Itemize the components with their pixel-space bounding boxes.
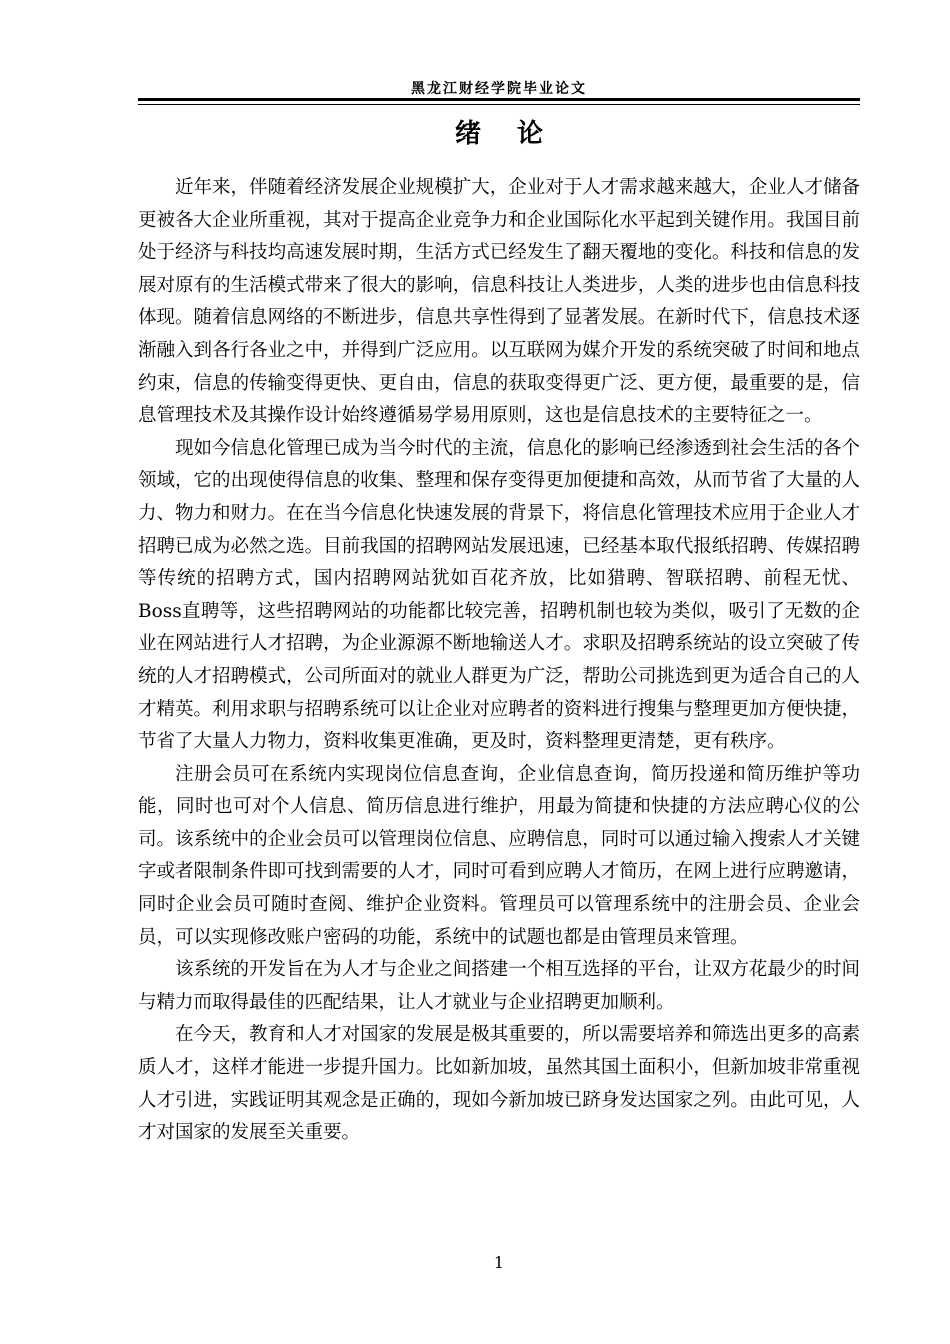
paragraph: 注册会员可在系统内实现岗位信息查询，企业信息查询，简历投递和简历维护等功能，同时也可对个人信息、简历信息进行维护，用最为简捷和快捷的方法应聘心仪的公司。该系统中的企业会员可以管理岗位信息、应聘信息，同时可以通过输入搜索人才关键字或者限制条件即可找到需要的人才，同时可看到应聘人才简历，在网上进行应聘邀请，同时企业会员可随时查阅、维护企业资料。管理员可以管理系统中的注册会员、企业会员，可以实现修改账户密码的功能，系统中的试题也都是由管理员来管理。 <box>138 763 860 948</box>
paragraph: 近年来，伴随着经济发展企业规模扩大，企业对于人才需求越来越大，企业人才储备更被各大企业所重视，其对于提高企业竞争力和企业国际化水平起到关键作用。我国目前处于经济与科技均高速发展时期，生活方式已经发生了翻天覆地的变化。科技和信息的发展对原有的生活模式带来了很大的影响，信息科技让人类进步，人类的进步也由信息科技体现。随着信息网络的不断进步，信息共享性得到了显著发展。在新时代下，信息技术逐渐融入到各行各业之中，并得到广泛应用。以互联网为媒介开发的系统突破了时间和地点约束，信息的传输变得更快、更自由，信息的获取变得更广泛、更方便，最重要的是，信息管理技术及其操作设计始终遵循易学易用原则，这也是信息技术的主要特征之一。 <box>138 177 860 427</box>
body-text <box>138 172 860 1150</box>
header-rule-thin <box>138 104 860 105</box>
paragraph: 现如今信息化管理已成为当今时代的主流，信息化的影响已经渗透到社会生活的各个领域，它的出现使得信息的收集、整理和保存变得更加便捷和高效，从而节省了大量的人力、物力和财力。在在当今信息化快速发展的背景下，将信息化管理技术应用于企业人才招聘已成为必然之选。目前我国的招聘网站发展迅速，已经基本取代报纸招聘、传媒招聘等传统的招聘方式，国内招聘网站犹如百花齐放，比如猎聘、智联招聘、前程无忧、Boss直聘等，这些招聘网站的功能都比较完善，招聘机制也较为类似，吸引了无数的企业在网站进行人才招聘，为企业源源不断地输送人才。求职及招聘系统站的设立突破了传统的人才招聘模式，公司所面对的就业人群更为广泛，帮助公司挑选到更为适合自己的人才精英。利用求职与招聘系统可以让企业对应聘者的资料进行搜集与整理更加方便快捷，节省了大量人力物力，资料收集更准确，更及时，资料整理更清楚，更有秩序。 <box>138 437 860 753</box>
paragraph: 该系统的开发旨在为人才与企业之间搭建一个相互选择的平台，让双方花最少的时间与精力而取得最佳的匹配结果，让人才就业与企业招聘更加顺利。 <box>138 959 860 1013</box>
paragraph: 在今天，教育和人才对国家的发展是极其重要的，所以需要培养和筛选出更多的高素质人才，这样才能进一步提升国力。比如新加坡，虽然其国土面积小，但新加坡非常重视人才引进，实践证明其观念是正确的，现如今新加坡已跻身发达国家之列。由此可见，人才对国家的发展至关重要。 <box>138 1024 860 1144</box>
header-rule-thick <box>138 98 860 101</box>
page-number: 1 <box>493 1253 505 1272</box>
chapter-title: 绪论 <box>454 119 579 149</box>
running-header: 黑龙江财经学院毕业论文 <box>411 81 587 97</box>
